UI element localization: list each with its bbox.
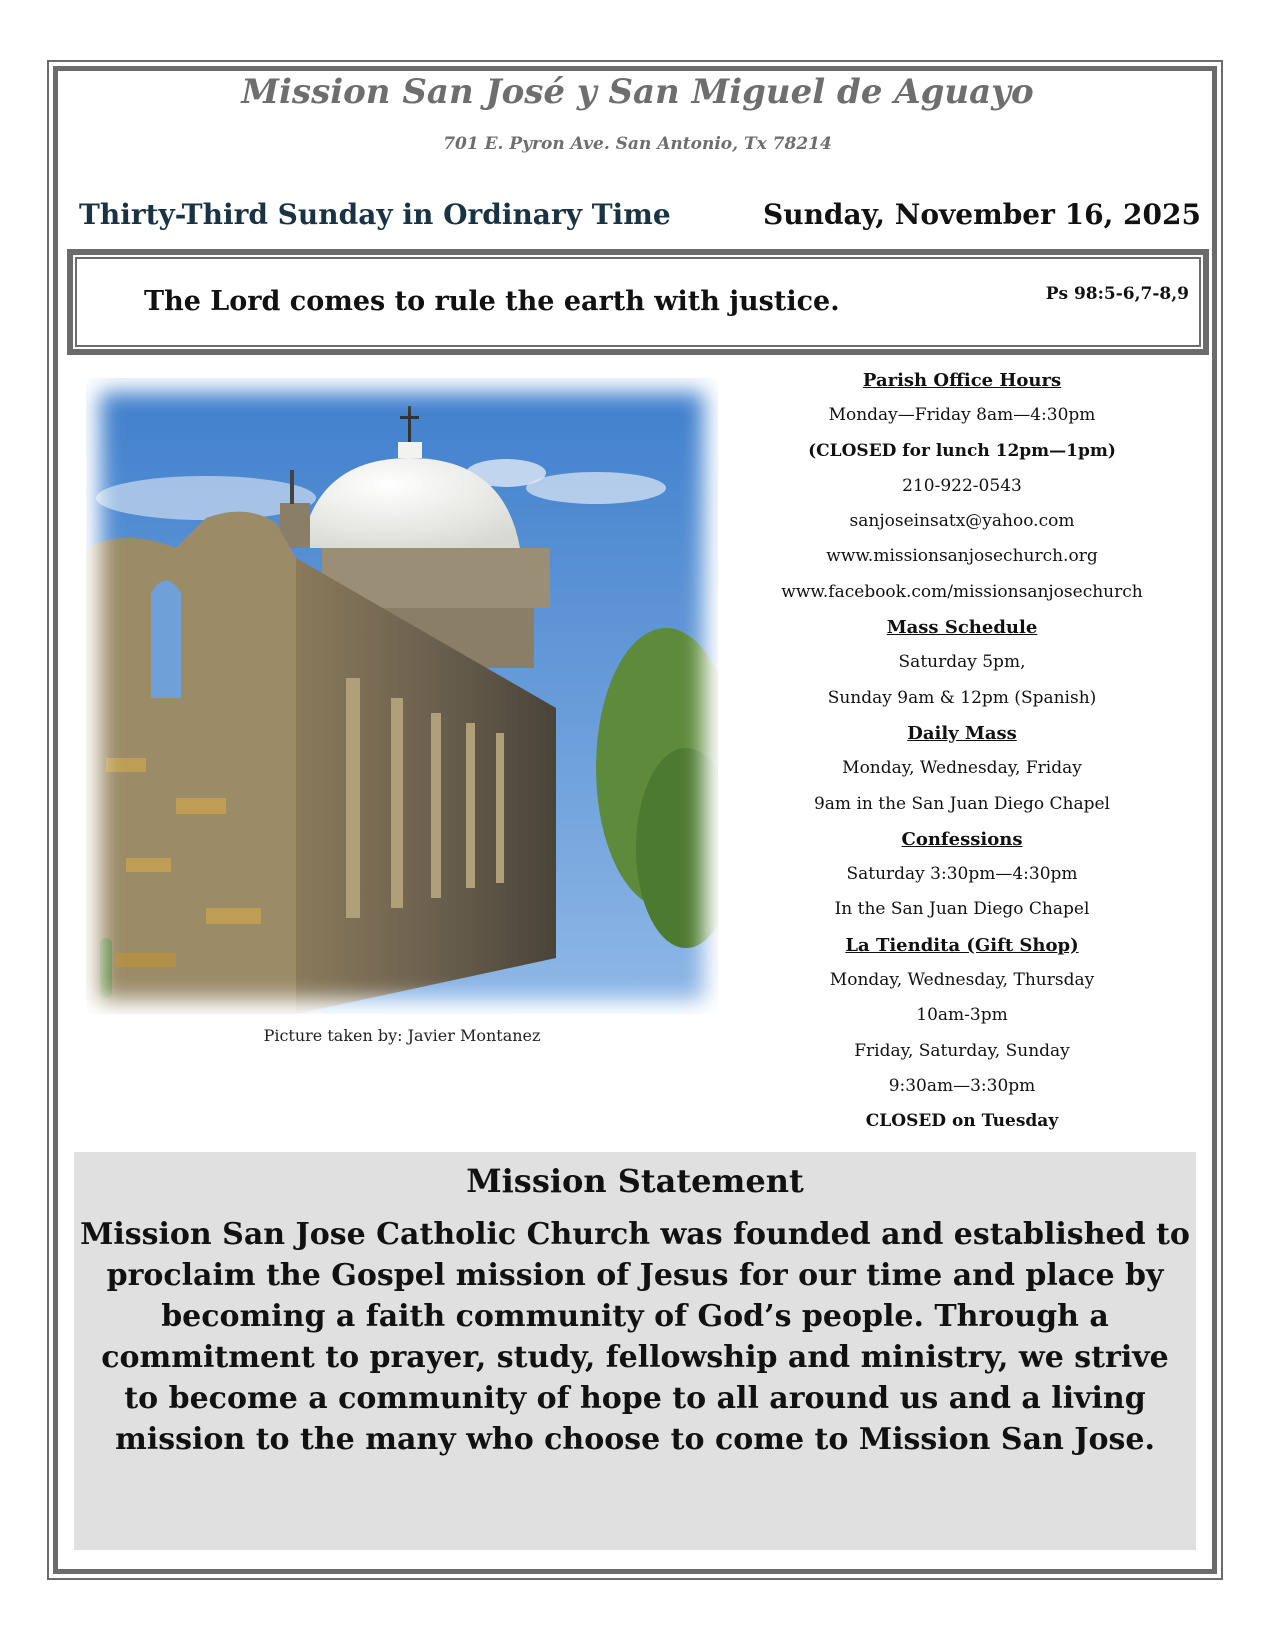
daily-mass-heading: Daily Mass bbox=[907, 722, 1017, 744]
mass-sunday: Sunday 9am & 12pm (Spanish) bbox=[827, 687, 1097, 708]
confessions-location: In the San Juan Diego Chapel bbox=[834, 899, 1090, 920]
gift-shop-days-1: Monday, Wednesday, Thursday bbox=[829, 970, 1095, 991]
daily-mass-location: 9am in the San Juan Diego Chapel bbox=[813, 793, 1110, 814]
office-lunch-closure: (CLOSED for lunch 12pm—1pm) bbox=[808, 440, 1116, 461]
gift-shop-closed: CLOSED on Tuesday bbox=[865, 1111, 1059, 1132]
bulletin-date: Sunday, November 16, 2025 bbox=[762, 198, 1201, 231]
mission-statement-title: Mission Statement bbox=[466, 1162, 804, 1200]
parish-info-column bbox=[752, 363, 1172, 1140]
gift-shop-hours-2: 9:30am—3:30pm bbox=[888, 1075, 1036, 1096]
office-hours-heading: Parish Office Hours bbox=[862, 370, 1062, 391]
mass-schedule-heading: Mass Schedule bbox=[886, 617, 1038, 639]
liturgical-day: Thirty-Third Sunday in Ordinary Time bbox=[79, 198, 671, 231]
website-link[interactable]: www.missionsanjosechurch.org bbox=[826, 546, 1098, 567]
psalm-response: The Lord comes to rule the earth with justice. bbox=[144, 286, 840, 317]
office-phone[interactable]: 210-922-0543 bbox=[902, 475, 1022, 496]
church-dome-image-icon bbox=[86, 378, 718, 1014]
psalm-reference: Ps 98:5-6,7-8,9 bbox=[1045, 284, 1189, 304]
photo-caption: Picture taken by: Javier Montanez bbox=[263, 1026, 541, 1045]
gift-shop-hours-1: 10am-3pm bbox=[916, 1005, 1008, 1026]
mission-statement-box bbox=[74, 1152, 1196, 1550]
church-title: Mission San José y San Miguel de Aguayo bbox=[241, 72, 1034, 112]
confessions-time: Saturday 3:30pm—4:30pm bbox=[846, 864, 1078, 885]
office-hours: Monday—Friday 8am—4:30pm bbox=[828, 405, 1096, 426]
mass-saturday: Saturday 5pm, bbox=[898, 652, 1026, 673]
facebook-link[interactable]: www.facebook.com/missionsanjosechurch bbox=[781, 581, 1143, 602]
mission-photo bbox=[86, 378, 718, 1014]
office-email[interactable]: sanjoseinsatx@yahoo.com bbox=[849, 511, 1075, 532]
daily-mass-days: Monday, Wednesday, Friday bbox=[842, 758, 1082, 779]
church-address: 701 E. Pyron Ave. San Antonio, Tx 78214 bbox=[443, 134, 832, 154]
gift-shop-days-2: Friday, Saturday, Sunday bbox=[854, 1040, 1070, 1061]
mission-statement-body: Mission San Jose Catholic Church was founded and established to proclaim the Gospel mission of Jesus for our time and place by becoming a faith community of God’s people. Through a commitment to prayer, study, fellowship and ministry, we strive to become a community of hope to all around us and a living mission to the many who choose to come to Mission San Jose. bbox=[80, 1217, 1190, 1457]
confessions-heading: Confessions bbox=[901, 828, 1023, 850]
gift-shop-heading: La Tiendita (Gift Shop) bbox=[845, 934, 1079, 956]
